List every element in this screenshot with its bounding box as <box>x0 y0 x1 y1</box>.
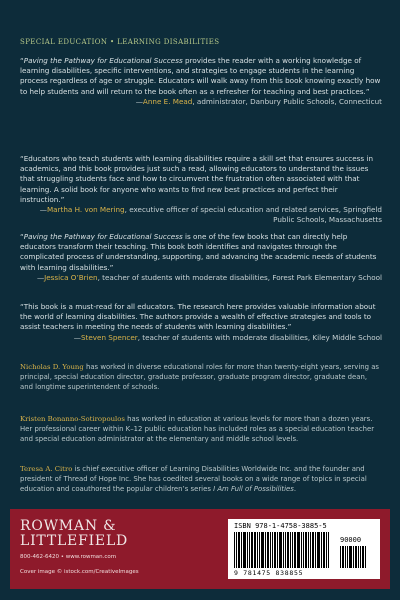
barcode-stripe <box>365 546 366 568</box>
price-barcode-bars <box>340 546 374 568</box>
barcode-stripe <box>279 532 282 568</box>
cover-image-credit: Cover image © istock.com/CreativeImages <box>20 569 139 575</box>
barcode-stripe <box>254 532 256 568</box>
book-title-italic: Paving the Pathway for Educational Success <box>23 232 183 241</box>
barcode-stripe <box>272 532 273 568</box>
quote-role: , teacher of students with moderate disabilities, Forest Park Elementary School <box>97 272 382 282</box>
barcode-stripe <box>301 532 302 568</box>
quote-attribution: —Jessica O’Brien, teacher of students with moderate disabilities, Forest Park Elementary School <box>36 272 382 282</box>
barcode-stripe <box>349 546 352 568</box>
barcode-number: 9 781475 838855 <box>234 569 304 577</box>
barcode-stripe <box>277 532 278 568</box>
barcode-stripe <box>321 532 322 568</box>
barcode-stripe <box>353 546 354 568</box>
barcode-stripe <box>251 532 253 568</box>
barcode-stripe <box>283 532 284 568</box>
quote-author: Anne E. Mead <box>142 96 193 106</box>
barcode-stripe <box>317 532 320 568</box>
barcode-stripe <box>236 532 237 568</box>
barcode-bars <box>234 532 334 568</box>
barcode-stripe <box>326 532 327 568</box>
barcode-stripe <box>315 532 316 568</box>
book-title-italic: Paving the Pathway for Educational Success <box>23 56 183 65</box>
quote-author: Steven Spencer <box>80 332 138 342</box>
barcode-stripe <box>342 546 344 568</box>
quote-author: Jessica O’Brien <box>44 272 98 282</box>
barcode-stripe <box>358 546 359 568</box>
quote-role: , teacher of students with moderate disabilities, Kiley Middle School <box>137 332 382 342</box>
barcode-stripe <box>241 532 242 568</box>
barcode-stripe <box>355 546 357 568</box>
barcode-stripe <box>270 532 271 568</box>
testimonial-quote-3 <box>20 232 382 283</box>
publisher-logo <box>20 519 170 549</box>
category-label: SPECIAL EDUCATION • LEARNING DISABILITIES <box>20 38 220 46</box>
barcode-stripe <box>328 532 329 568</box>
barcode-stripe <box>274 532 276 568</box>
publisher-name-line2: LITTLEFIELD <box>20 533 129 549</box>
series-title-italic: I Am Full of Possibilities <box>213 485 294 493</box>
quote-role: , administrator, Danbury Public Schools, Connecticut <box>192 96 382 106</box>
quote-text: “Paving the Pathway for Educational Success is one of the few books that can directly help educators transform their teaching. This book both identifies and navigates through the complicated process of understanding, supporting, and advancing the academic needs of students with learning disabilities.” <box>20 232 377 272</box>
barcode-stripe <box>238 532 240 568</box>
barcode-stripe <box>308 532 309 568</box>
barcode-stripe <box>290 532 291 568</box>
quote-attribution: —Martha H. von Mering, executive officer of special education and related services, Springfield Public Schools, Massachusetts <box>39 205 382 225</box>
barcode-stripe <box>347 546 348 568</box>
isbn-barcode <box>228 519 380 579</box>
barcode-stripe <box>287 532 289 568</box>
author-name: Kristen Bonanno-Sotiropoulos <box>20 415 125 423</box>
barcode-stripe <box>249 532 250 568</box>
barcode-stripe <box>297 532 300 568</box>
quote-attribution: —Steven Spencer, teacher of students with moderate disabilities, Kiley Middle School <box>73 332 382 342</box>
barcode-stripe <box>243 532 246 568</box>
barcode-stripe <box>234 532 235 568</box>
author-bio-2 <box>20 414 382 444</box>
testimonial-quote-1 <box>20 56 382 107</box>
price-code: 90000 <box>340 536 362 544</box>
barcode-stripe <box>292 532 293 568</box>
barcode-stripe <box>257 532 258 568</box>
testimonial-quote-4 <box>20 302 382 343</box>
barcode-stripe <box>312 532 314 568</box>
quote-text: “Paving the Pathway for Educational Success provides the reader with a working knowledge of learning disabilities, specific interventions, and strategies to engage students in the learning process regardless of age or struggle. Educators will walk away from this book knowing exactly how to help students and will return to the book often as a refresher for teaching and best practices.” <box>20 56 381 96</box>
barcode-stripe <box>285 532 286 568</box>
quote-text: “This book is a must-read for all educators. The research here provides valuable information about the world of learning disabilities. The authors provide a wealth of effective strategies and tools to assist teachers in meeting the needs of students with learning disabilities.” <box>20 302 376 332</box>
barcode-stripe <box>362 546 364 568</box>
barcode-stripe <box>265 532 266 568</box>
publisher-contact: 800-462-6420 • www.rowman.com <box>20 554 117 560</box>
publisher-band <box>10 509 390 589</box>
barcode-stripe <box>303 532 304 568</box>
quote-attribution: —Anne E. Mead, administrator, Danbury Public Schools, Connecticut <box>135 96 382 106</box>
author-bio-text: has worked in education at various levels for more than a dozen years. Her professional career within K–12 public education has included roles as a special education teacher and special education administrator at the elementary and middle school levels. <box>20 415 375 443</box>
publisher-name-line1: ROWMAN & <box>20 518 117 534</box>
author-bio-1 <box>20 362 382 392</box>
author-name: Teresa A. Citro <box>20 465 73 473</box>
barcode-stripe <box>305 532 307 568</box>
isbn-label: ISBN 978-1-4758-3885-5 <box>234 522 327 530</box>
testimonial-quote-2 <box>20 154 382 225</box>
author-name: Nicholas D. Young <box>20 363 84 371</box>
author-bio-text: has worked in diverse educational roles for more than twenty-eight years, serving as principal, special education director, graduate professor, graduate program director, graduate dean, and longtime superintendent of schools. <box>20 363 380 391</box>
quote-role: , executive officer of special education and related services, Springfield Public Schools, Massachusetts <box>124 205 382 225</box>
author-bio-3: Teresa A. Citro is chief executive officer of Learning Disabilities Worldwide Inc. and the founder and president of Thread of Hope Inc. She has coedited several books on a wide range of topics in special education and coauthored the popular children’s series I Am Full of Possibilities. <box>20 465 367 493</box>
barcode-stripe <box>294 532 296 568</box>
barcode-stripe <box>340 546 341 568</box>
barcode-stripe <box>323 532 325 568</box>
barcode-stripe <box>261 532 264 568</box>
quote-text: “Educators who teach students with learning disabilities require a skill set that ensures success in academics, and this book provides just such a read, allowing educators to understand the issues that struggling students face and how to circumvent the frustration often associated with that learning. A solid book for anyone who wants to find new best practices and perfect their instruction.” <box>20 154 374 204</box>
barcode-stripe <box>345 546 346 568</box>
barcode-stripe <box>310 532 311 568</box>
quote-author: Martha H. von Mering <box>46 205 125 215</box>
barcode-stripe <box>247 532 248 568</box>
barcode-stripe <box>267 532 269 568</box>
barcode-stripe <box>360 546 361 568</box>
barcode-stripe <box>259 532 260 568</box>
